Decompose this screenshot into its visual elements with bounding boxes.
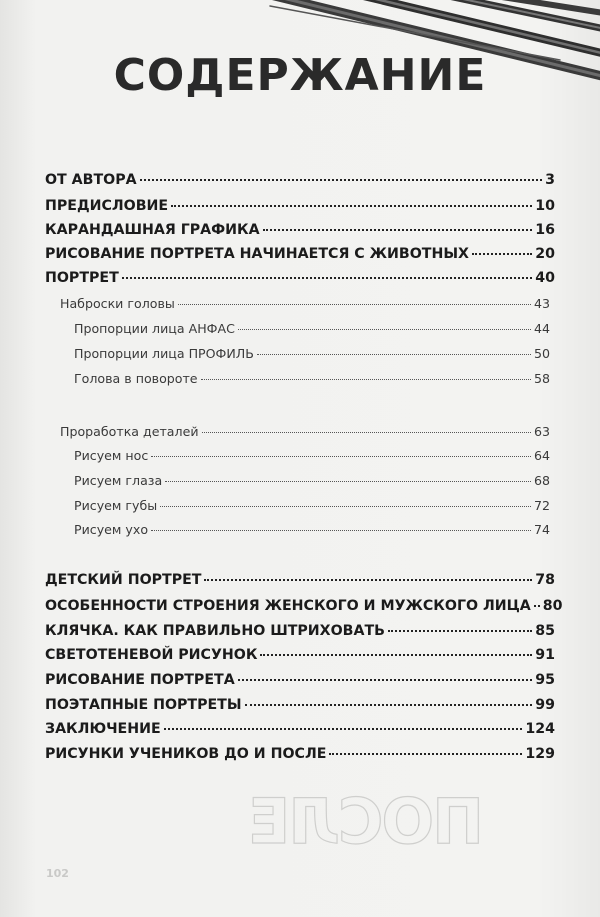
toc-entry-page: 85: [535, 623, 555, 639]
toc-entry-title: ОСОБЕННОСТИ СТРОЕНИЯ ЖЕНСКОГО И МУЖСКОГО ЛИЦА: [45, 598, 531, 614]
toc-leader-dots: [164, 728, 523, 730]
toc-leader-dots: [260, 654, 532, 656]
toc-entry[interactable]: [45, 270, 555, 286]
toc-entry-page: 44: [533, 321, 550, 336]
toc-entry-page: 129: [525, 746, 555, 762]
toc-leader-dots: [171, 205, 532, 207]
toc-leader-dots: [151, 456, 531, 457]
toc-leader-dots: [257, 354, 531, 355]
toc-leader-dots: [238, 329, 531, 330]
toc-entry-title: Пропорции лица АНФАС: [74, 321, 235, 336]
toc-entry[interactable]: [45, 222, 555, 238]
toc-entry[interactable]: [45, 623, 555, 639]
toc-leader-dots: [165, 481, 531, 482]
toc-entry-title: РИСОВАНИЕ ПОРТРЕТА: [45, 672, 235, 688]
toc-entry-page: 99: [535, 697, 555, 713]
toc-entry-title: Рисуем нос: [74, 448, 149, 463]
toc-entry[interactable]: [45, 198, 555, 214]
toc-entry-title: ЗАКЛЮЧЕНИЕ: [45, 721, 161, 737]
toc-entry-page: 3: [545, 172, 555, 188]
toc-entry-title: ПРЕДИСЛОВИЕ: [45, 198, 169, 214]
toc-entry[interactable]: [45, 672, 555, 688]
toc-entry[interactable]: [45, 598, 563, 614]
toc-entry[interactable]: [45, 697, 555, 713]
toc-leader-dots: [329, 753, 522, 755]
toc-entry-page: 64: [533, 448, 550, 463]
page-number: 102: [46, 867, 69, 880]
toc-entry[interactable]: [45, 246, 555, 262]
toc-entry-title: КЛЯЧКА. КАК ПРАВИЛЬНО ШТРИХОВАТЬ: [45, 623, 385, 639]
toc-leader-dots: [388, 630, 532, 632]
toc-entry-page: 91: [535, 647, 555, 663]
toc-leader-dots: [472, 253, 532, 255]
toc-entry[interactable]: [74, 448, 550, 463]
toc-entry[interactable]: [74, 371, 550, 386]
toc-entry-page: 43: [533, 296, 550, 311]
toc-entry-page: 58: [533, 371, 550, 386]
toc-entry-page: 20: [535, 246, 555, 262]
toc-entry[interactable]: [45, 746, 555, 762]
toc-leader-dots: [140, 179, 543, 181]
toc-entry[interactable]: [45, 721, 555, 737]
toc-leader-dots: [201, 379, 531, 380]
toc-entry-page: 50: [533, 346, 550, 361]
toc-leader-dots: [160, 506, 531, 507]
toc-entry-page: 78: [535, 572, 555, 588]
toc-entry[interactable]: [74, 498, 550, 513]
toc-entry-title: Наброски головы: [60, 296, 175, 311]
page-title: СОДЕРЖАНИЕ: [113, 50, 487, 101]
toc-entry-title: ОТ АВТОРА: [45, 172, 137, 188]
toc-entry[interactable]: [74, 346, 550, 361]
toc-entry-page: 95: [535, 672, 555, 688]
watermark-text: ПОСЛЕ: [250, 785, 484, 858]
toc-entry-title: ПОЭТАПНЫЕ ПОРТРЕТЫ: [45, 697, 242, 713]
toc-leader-dots: [238, 679, 533, 681]
toc-entry[interactable]: [74, 522, 550, 537]
toc-entry[interactable]: [45, 647, 555, 663]
toc-entry-page: 68: [533, 473, 550, 488]
toc-leader-dots: [151, 530, 531, 531]
toc-leader-dots: [245, 704, 533, 706]
toc-leader-dots: [263, 229, 533, 231]
toc-entry-title: СВЕТОТЕНЕВОЙ РИСУНОК: [45, 647, 258, 663]
toc-entry-page: 72: [533, 498, 550, 513]
toc-leader-dots: [534, 605, 540, 607]
toc-entry-title: ПОРТРЕТ: [45, 270, 119, 286]
toc-entry-title: Рисуем глаза: [74, 473, 163, 488]
toc-entry[interactable]: [74, 473, 550, 488]
toc-entry-title: Рисуем ухо: [74, 522, 149, 537]
toc-entry-title: КАРАНДАШНАЯ ГРАФИКА: [45, 222, 260, 238]
toc-entry-title: Проработка деталей: [60, 424, 199, 439]
toc-entry-page: 74: [533, 522, 550, 537]
toc-entry-title: РИСУНКИ УЧЕНИКОВ ДО И ПОСЛЕ: [45, 746, 327, 762]
toc-entry-title: Рисуем губы: [74, 498, 158, 513]
toc-entry-title: РИСОВАНИЕ ПОРТРЕТА НАЧИНАЕТСЯ С ЖИВОТНЫХ: [45, 246, 469, 262]
toc-leader-dots: [204, 579, 532, 581]
toc-entry[interactable]: [45, 172, 555, 188]
toc-entry[interactable]: [60, 296, 550, 311]
toc-entry-page: 16: [535, 222, 555, 238]
toc-entry[interactable]: [45, 572, 555, 588]
toc-leader-dots: [178, 304, 531, 305]
toc-leader-dots: [122, 277, 532, 279]
toc-entry[interactable]: [60, 424, 550, 439]
toc-entry-title: ДЕТСКИЙ ПОРТРЕТ: [45, 572, 202, 588]
toc-entry[interactable]: [74, 321, 550, 336]
toc-entry-page: 40: [535, 270, 555, 286]
toc-entry-title: Пропорции лица ПРОФИЛЬ: [74, 346, 254, 361]
toc-entry-page: 63: [533, 424, 550, 439]
toc-entry-title: Голова в повороте: [74, 371, 198, 386]
toc-leader-dots: [202, 432, 531, 433]
toc-entry-page: 80: [542, 598, 563, 614]
toc-entry-page: 124: [525, 721, 555, 737]
toc-entry-page: 10: [535, 198, 555, 214]
